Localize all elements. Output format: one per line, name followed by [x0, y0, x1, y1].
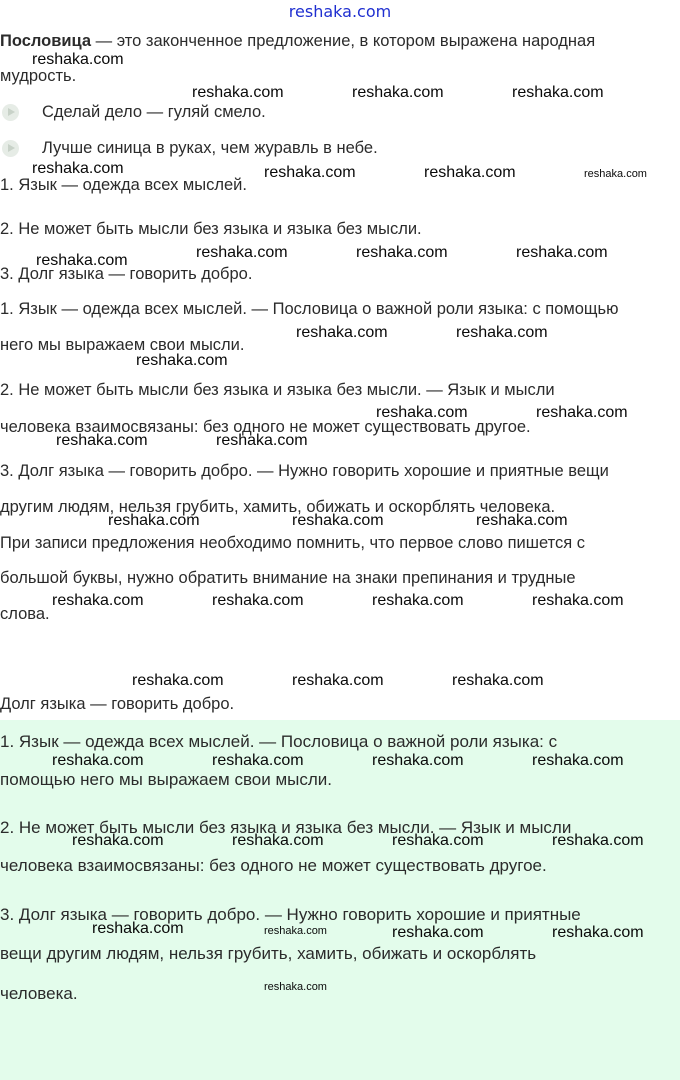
- watermark: reshaka.com: [292, 672, 384, 689]
- watermark: reshaka.com: [372, 592, 464, 609]
- answer-box: [0, 720, 680, 1080]
- explanation-1-line-2: него мы выражаем свои мысли.: [0, 336, 245, 354]
- watermark: reshaka.com: [356, 244, 448, 261]
- watermark: reshaka.com: [424, 164, 516, 181]
- watermark: reshaka.com: [372, 752, 464, 769]
- definition-text: — это законченное предложение, в котором выражена народная: [91, 32, 596, 50]
- watermark: reshaka.com: [584, 168, 647, 180]
- watermark: reshaka.com: [216, 432, 308, 449]
- play-bullet-icon: [2, 140, 19, 157]
- watermark: reshaka.com: [32, 160, 124, 177]
- watermark: reshaka.com: [512, 84, 604, 101]
- watermark: reshaka.com: [56, 432, 148, 449]
- watermark: reshaka.com: [132, 672, 224, 689]
- answer-3-line-3: человека.: [0, 984, 78, 1003]
- watermark: reshaka.com: [392, 832, 484, 849]
- watermark: reshaka.com: [452, 672, 544, 689]
- watermark: reshaka.com: [196, 244, 288, 261]
- note-line-1: При записи предложения необходимо помнить, что первое слово пишется с: [0, 534, 586, 552]
- answer-3-line-1: 3. Долг языка — говорить добро. — Нужно говорить хорошие и приятные: [0, 905, 581, 924]
- watermark: reshaka.com: [232, 832, 324, 849]
- watermark: reshaka.com: [32, 51, 124, 68]
- note-line-3: слова.: [0, 605, 50, 623]
- explanation-3-line-2: другим людям, нельзя грубить, хамить, обижать и оскорблять человека.: [0, 498, 556, 516]
- watermark: reshaka.com: [532, 752, 624, 769]
- watermark: reshaka.com: [296, 324, 388, 341]
- watermark: reshaka.com: [552, 832, 644, 849]
- watermark: reshaka.com: [392, 924, 484, 941]
- watermark: reshaka.com: [376, 404, 468, 421]
- watermark: reshaka.com: [52, 752, 144, 769]
- answer-3-line-2: вещи другим людям, нельзя грубить, хамить, обижать и оскорблять: [0, 944, 537, 963]
- answer-1-line-1: 1. Язык — одежда всех мыслей. — Пословица о важной роли языка: с: [0, 732, 558, 751]
- proverb-2: 2. Не может быть мысли без языка и языка без мысли.: [0, 220, 422, 238]
- example-text: Лучше синица в руках, чем журавль в небе.: [42, 139, 378, 157]
- play-bullet-icon: [2, 104, 19, 121]
- watermark: reshaka.com: [136, 352, 228, 369]
- proverb-1: 1. Язык — одежда всех мыслей.: [0, 176, 247, 194]
- watermark: reshaka.com: [476, 512, 568, 529]
- answer-1-line-2: помощью него мы выражаем свои мысли.: [0, 770, 333, 789]
- watermark: reshaka.com: [264, 981, 327, 993]
- watermark: reshaka.com: [72, 832, 164, 849]
- watermark: reshaka.com: [52, 592, 144, 609]
- watermark: reshaka.com: [516, 244, 608, 261]
- explanation-2-line-2: человека взаимосвязаны: без одного не может существовать другое.: [0, 418, 531, 436]
- explanation-2-line-1: 2. Не может быть мысли без языка и языка без мысли. — Язык и мысли: [0, 381, 555, 399]
- watermark: reshaka.com: [352, 84, 444, 101]
- explanation-3-line-1: 3. Долг языка — говорить добро. — Нужно говорить хорошие и приятные вещи: [0, 462, 609, 480]
- watermark: reshaka.com: [264, 164, 356, 181]
- watermark: reshaka.com: [212, 592, 304, 609]
- watermark: reshaka.com: [536, 404, 628, 421]
- answer-2-line-2: человека взаимосвязаны: без одного не может существовать другое.: [0, 856, 547, 875]
- definition-line-1: [0, 31, 676, 52]
- note-line-2: большой буквы, нужно обратить внимание на знаки препинания и трудные: [0, 569, 576, 587]
- watermark: reshaka.com: [36, 252, 128, 269]
- watermark: reshaka.com: [552, 924, 644, 941]
- watermark: reshaka.com: [292, 512, 384, 529]
- watermark: reshaka.com: [92, 920, 184, 937]
- watermark: reshaka.com: [264, 925, 327, 937]
- watermark: reshaka.com: [532, 592, 624, 609]
- explanation-1-line-1: 1. Язык — одежда всех мыслей. — Пословица о важной роли языка: с помощью: [0, 300, 619, 318]
- answer-2-line-1: 2. Не может быть мысли без языка и языка без мысли. — Язык и мысли: [0, 818, 572, 837]
- definition-line-2: мудрость.: [0, 67, 77, 85]
- example-text: Сделай дело — гуляй смело.: [42, 103, 266, 121]
- watermark: reshaka.com: [212, 752, 304, 769]
- term-word: Пословица: [0, 32, 92, 50]
- watermark: reshaka.com: [192, 84, 284, 101]
- site-header[interactable]: reshaka.com: [288, 2, 392, 21]
- watermark: reshaka.com: [456, 324, 548, 341]
- proverb-3: 3. Долг языка — говорить добро.: [0, 265, 253, 283]
- chosen-proverb: Долг языка — говорить добро.: [0, 695, 235, 713]
- watermark: reshaka.com: [108, 512, 200, 529]
